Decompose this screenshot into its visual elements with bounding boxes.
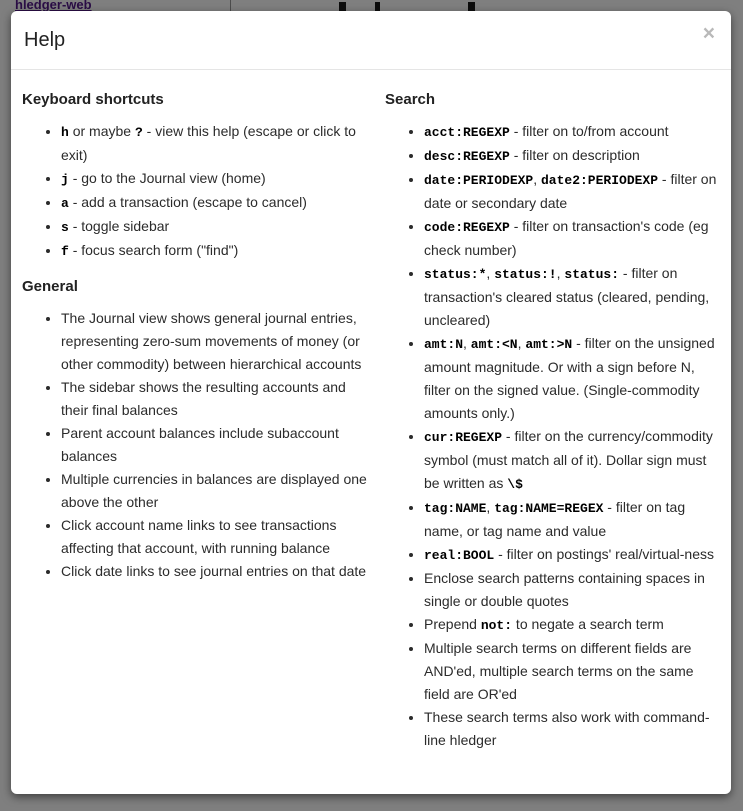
- list-item: • code:REGEXP - filter on transaction's code (eg check number): [424, 215, 720, 262]
- code-snippet: tag:NAME=REGEX: [494, 501, 604, 516]
- help-column-left: [22, 76, 373, 762]
- list-item: • The sidebar shows the resulting accounts and their final balances: [61, 376, 373, 422]
- list-item: • Click date links to see journal entries on that date: [61, 560, 373, 583]
- list-item: • amt:N, amt:<N, amt:>N - filter on the unsigned amount magnitude. Or with a sign before N, filter on the signed value. (Single-commodity amounts only.): [424, 332, 720, 425]
- code-snippet: date:PERIODEXP: [424, 173, 534, 188]
- code-snippet: cur:REGEXP: [424, 430, 503, 445]
- code-snippet: ?: [134, 125, 143, 140]
- list-item: • acct:REGEXP - filter on to/from account: [424, 120, 720, 144]
- modal-body: [11, 70, 731, 777]
- list-item: • real:BOOL - filter on postings' real/virtual-ness: [424, 543, 720, 567]
- list-item: • cur:REGEXP - filter on the currency/commodity symbol (must match all of it). Dollar sign must be written as \$: [424, 425, 720, 496]
- code-snippet: f: [61, 244, 69, 259]
- list-item: • Parent account balances include subaccount balances: [61, 422, 373, 468]
- modal-title: Help: [24, 29, 66, 51]
- code-snippet: not:: [480, 618, 513, 633]
- code-snippet: status:: [564, 267, 620, 282]
- list-item: • date:PERIODEXP, date2:PERIODEXP - filter on date or secondary date: [424, 168, 720, 215]
- modal-header: [11, 11, 731, 70]
- code-snippet: code:REGEXP: [424, 220, 510, 235]
- code-snippet: date2:PERIODEXP: [541, 173, 659, 188]
- code-snippet: amt:<N: [470, 337, 518, 352]
- search-list: [385, 120, 720, 752]
- list-item: • Multiple currencies in balances are displayed one above the other: [61, 468, 373, 514]
- code-snippet: status:*: [424, 267, 487, 282]
- list-item: • Multiple search terms on different fields are AND'ed, multiple search terms on the same field are OR'ed: [424, 637, 720, 706]
- list-item: • a - add a transaction (escape to cancel): [61, 191, 373, 215]
- code-snippet: s: [61, 220, 69, 235]
- code-snippet: status:!: [494, 267, 557, 282]
- code-snippet: tag:NAME: [424, 501, 487, 516]
- list-item: • Enclose search patterns containing spaces in single or double quotes: [424, 567, 720, 613]
- code-snippet: real:BOOL: [424, 548, 495, 563]
- list-item: • s - toggle sidebar: [61, 215, 373, 239]
- list-item: • Click account name links to see transactions affecting that account, with running balance: [61, 514, 373, 560]
- code-snippet: acct:REGEXP: [424, 125, 510, 140]
- code-snippet: j: [61, 172, 69, 187]
- help-modal: [11, 11, 731, 794]
- list-item: • status:*, status:!, status: - filter on transaction's cleared status (cleared, pending, uncleared): [424, 262, 720, 332]
- code-snippet: \$: [507, 477, 523, 492]
- list-item: • j - go to the Journal view (home): [61, 167, 373, 191]
- code-snippet: amt:N: [424, 337, 464, 352]
- code-snippet: amt:>N: [525, 337, 573, 352]
- general-list: [22, 307, 373, 583]
- code-snippet: a: [61, 196, 69, 211]
- keyboard-shortcuts-list: [22, 120, 373, 263]
- list-item: • f - focus search form ("find"): [61, 239, 373, 263]
- list-item: • These search terms also work with command-line hledger: [424, 706, 720, 752]
- list-item: • tag:NAME, tag:NAME=REGEX - filter on tag name, or tag name and value: [424, 496, 720, 543]
- list-item: • h or maybe ? - view this help (escape or click to exit): [61, 120, 373, 167]
- list-item: • The Journal view shows general journal entries, representing zero-sum movements of money (or other commodity) between hierarchical accounts: [61, 307, 373, 376]
- section-title-keyboard-shortcuts: Keyboard shortcuts: [22, 91, 164, 108]
- code-snippet: desc:REGEXP: [424, 149, 510, 164]
- list-item: • Prepend not: to negate a search term: [424, 613, 720, 637]
- code-snippet: h: [61, 125, 69, 140]
- close-icon[interactable]: ×: [702, 22, 715, 45]
- list-item: • desc:REGEXP - filter on description: [424, 144, 720, 168]
- section-title-general: General: [22, 278, 78, 295]
- help-column-right: [373, 76, 720, 762]
- section-title-search: Search: [385, 91, 436, 108]
